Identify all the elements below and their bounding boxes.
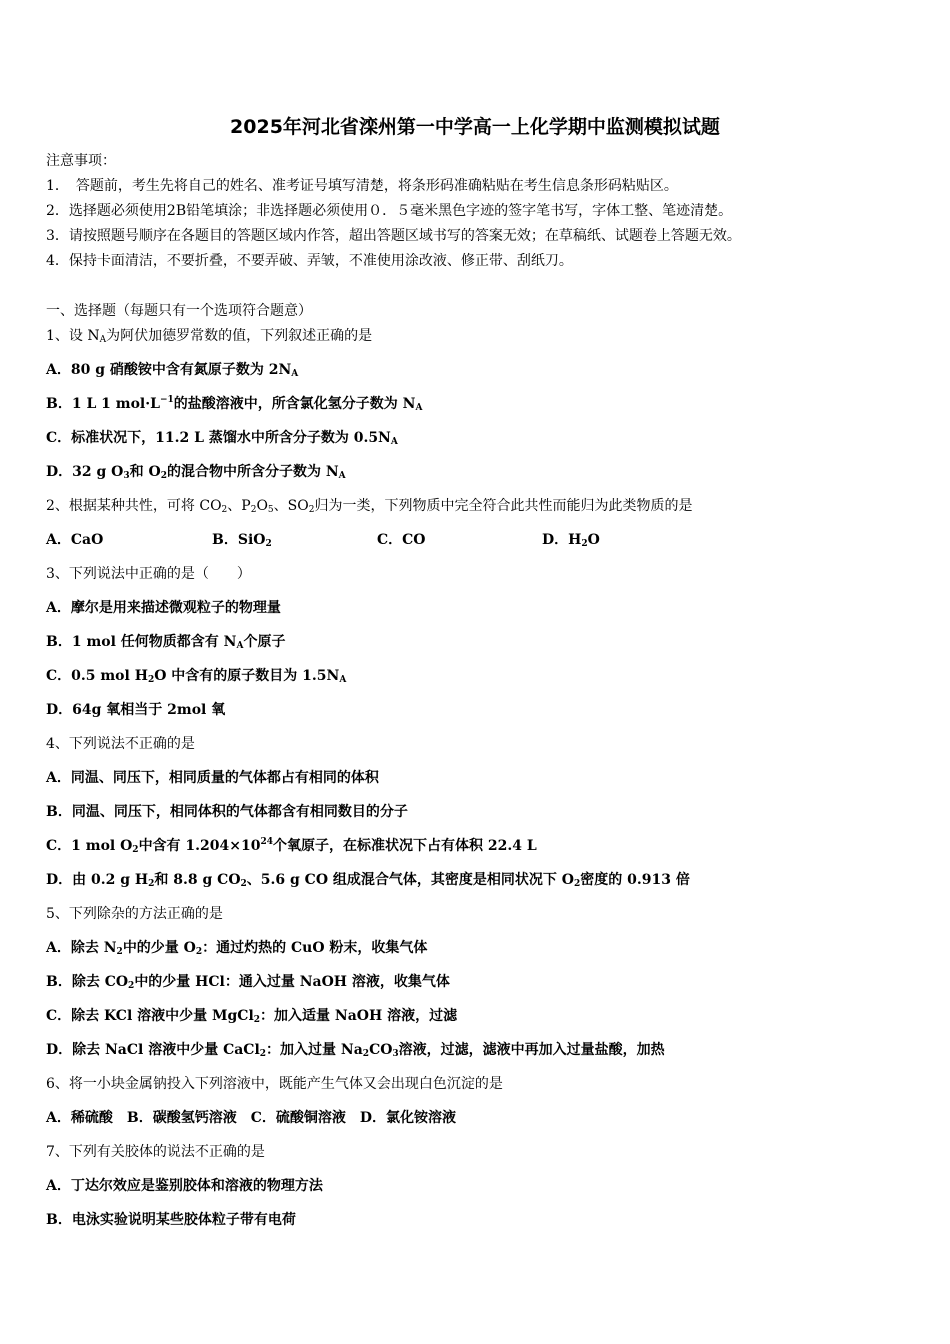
section-heading: 一、选择题（每题只有一个选项符合题意） [46, 303, 312, 319]
question-6-stem: 6、将一小块金属钠投入下列溶液中，既能产生气体又会出现白色沉淀的是 [46, 1076, 503, 1092]
question-3-option-b: B．1 mol 任何物质都含有 $N_A$个原子 [46, 634, 286, 651]
notice-item-4: 4．保持卡面清洁，不要折叠，不要弄破、弄皱，不准使用涂改液、修正带、刮纸刀。 [46, 253, 573, 269]
question-2-stem: 2、根据某种共性，可将 $CO_2$、$P_2O_5$、$SO_2$归为一类，下列物质中完全符合此共性而能归为此类物质的是 [46, 498, 693, 515]
question-2-option-a: A．CaO [46, 532, 104, 548]
question-5-option-b: B．除去 $CO_2$中的少量 HCl：通入过量 NaOH 溶液，收集气体 [46, 974, 450, 991]
question-5-option-d: D．除去 NaCl 溶液中少量 CaCl$_2$：加入过量 $Na_2CO_3$溶液，过滤，滤液中再加入过量盐酸，加热 [46, 1042, 665, 1059]
question-1-stem: 1、设 $N_A$为阿伏加德罗常数的值，下列叙述正确的是 [46, 328, 373, 345]
question-2-option-c: C．CO [377, 532, 426, 548]
notice-item-2: 2．选择题必须使用2B铅笔填涂；非选择题必须使用０．５毫米黑色字迹的签字笔书写，字体工整、笔迹清楚。 [46, 203, 733, 219]
question-5-option-a: A．除去 $N_2$中的少量 $O_2$：通过灼热的 CuO 粉末，收集气体 [46, 940, 428, 957]
question-4-option-c: C．1 mol $O_2$中含有 $1.204\times 10^{24}$个氧原子，在标准状况下占有体积 22.4 L [46, 837, 537, 855]
question-1-option-d: D．32 g $O_3$和 $O_2$的混合物中所含分子数为 $N_A$ [46, 464, 346, 481]
question-3-stem: 3、下列说法中正确的是（ ） [46, 566, 251, 582]
question-4-option-a: A．同温、同压下，相同质量的气体都占有相同的体积 [46, 770, 379, 786]
question-1-option-a: A．80 g 硝酸铵中含有氮原子数为 $2N_A$ [46, 362, 299, 379]
question-1-option-b: B．1 L 1 $mol\cdot L^{-1}$的盐酸溶液中，所含氯化氢分子数为 $N_A$ [46, 395, 423, 413]
exam-title: 2025年河北省滦州第一中学高一上化学期中监测模拟试题 [230, 116, 720, 138]
question-7-stem: 7、下列有关胶体的说法不正确的是 [46, 1144, 265, 1160]
notice-item-1: 1． 答题前，考生先将自己的姓名、准考证号填写清楚，将条形码准确粘贴在考生信息条形码粘贴区。 [46, 178, 678, 194]
question-3-option-c: C．0.5 mol $H_2O$ 中含有的原子数目为 $1.5N_A$ [46, 668, 347, 685]
question-5-stem: 5、下列除杂的方法正确的是 [46, 906, 223, 922]
question-5-option-c: C．除去 KCl 溶液中少量 MgCl$_2$：加入适量 NaOH 溶液，过滤 [46, 1008, 458, 1025]
question-7-option-a: A．丁达尔效应是鉴别胶体和溶液的物理方法 [46, 1178, 323, 1194]
question-7-option-b: B．电泳实验说明某些胶体粒子带有电荷 [46, 1212, 296, 1228]
question-4-option-b: B．同温、同压下，相同体积的气体都含有相同数目的分子 [46, 804, 408, 820]
question-2-option-d: D．$H_2O$ [542, 532, 600, 549]
question-2-option-b: B．SiO$_2$ [212, 532, 272, 549]
question-4-stem: 4、下列说法不正确的是 [46, 736, 195, 752]
question-4-option-d: D．由 0.2 g $H_2$和 8.8 g $CO_2$、5.6 g CO 组成混合气体，其密度是相同状况下 $O_2$密度的 0.913 倍 [46, 872, 690, 889]
question-6-options: A．稀硫酸 B．碳酸氢钙溶液 C．硫酸铜溶液 D．氯化铵溶液 [46, 1110, 456, 1126]
question-1-option-c: C．标准状况下，11.2 L 蒸馏水中所含分子数为 $0.5N_A$ [46, 430, 398, 447]
question-2-options [46, 530, 906, 550]
notice-item-3: 3．请按照题号顺序在各题目的答题区域内作答，超出答题区域书写的答案无效；在草稿纸、试题卷上答题无效。 [46, 228, 741, 244]
notice-heading: 注意事项： [46, 153, 116, 169]
question-3-option-a: A．摩尔是用来描述微观粒子的物理量 [46, 600, 281, 616]
question-3-option-d: D．64g 氧相当于 2mol 氧 [46, 702, 226, 718]
